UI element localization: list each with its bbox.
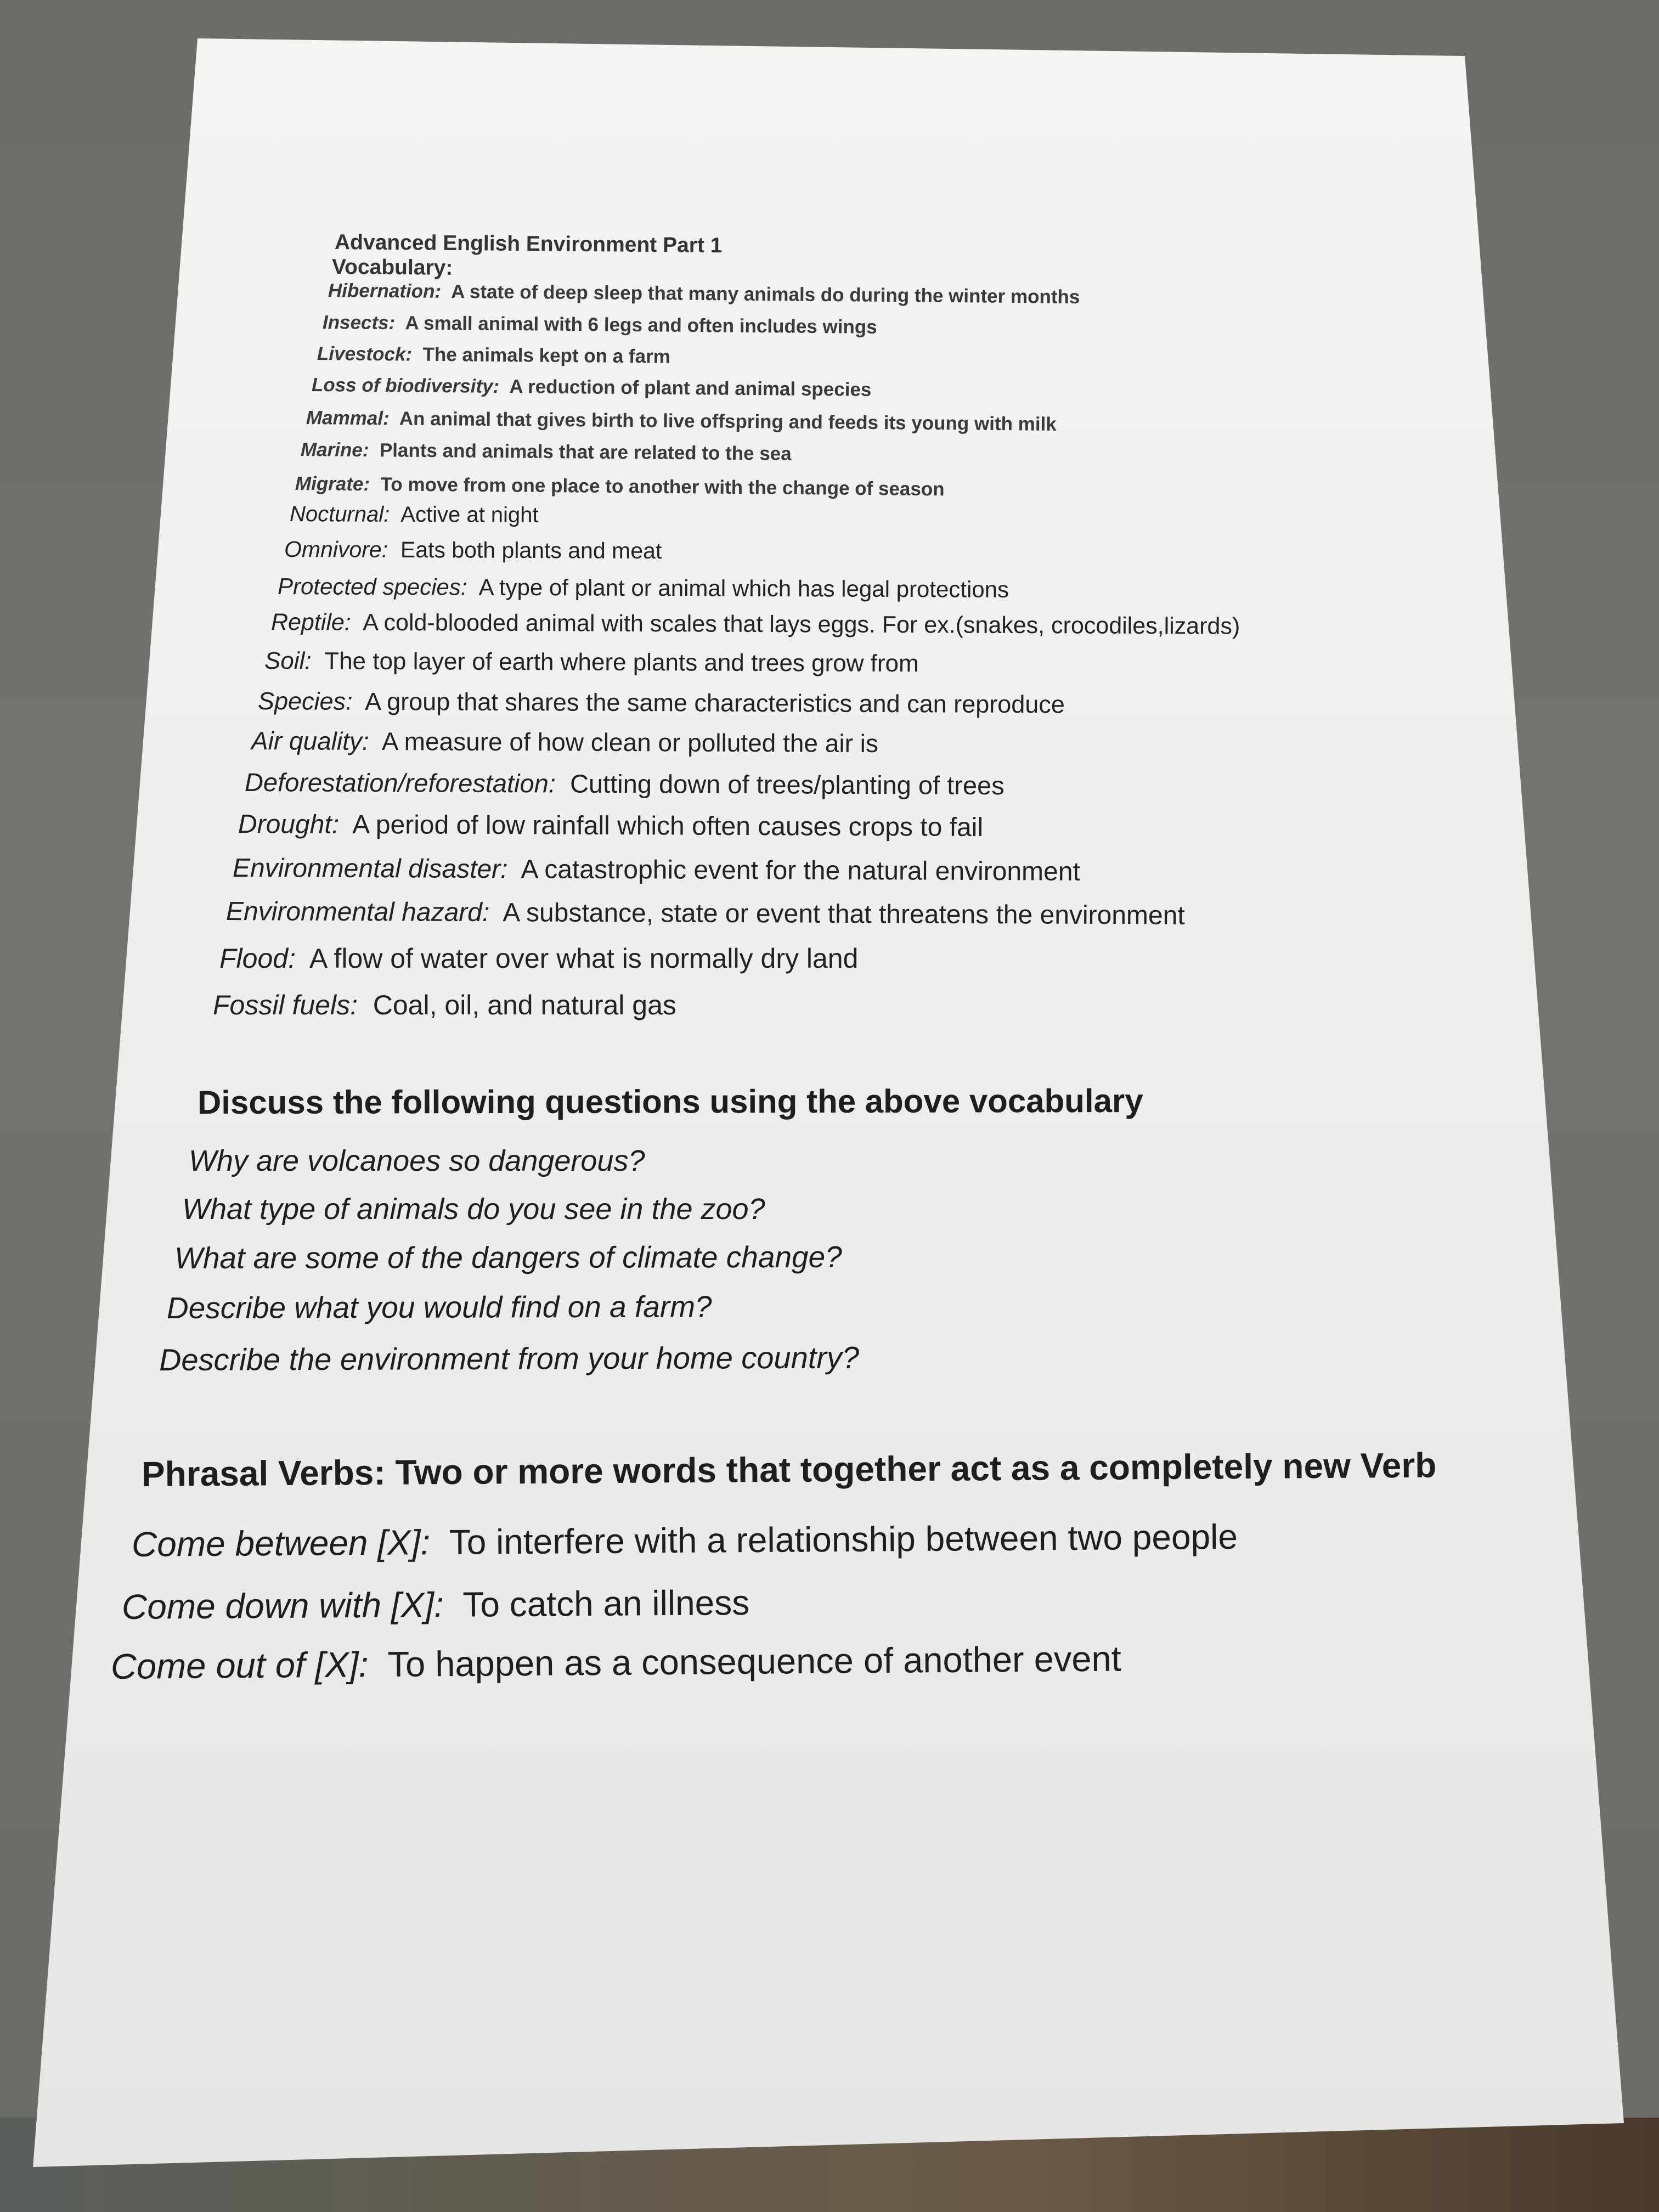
phrasal-definition: To happen as a consequence of another event <box>387 1638 1121 1685</box>
vocabulary-heading: Vocabulary: <box>331 255 453 280</box>
discussion-question: What type of animals do you see in the zoo? <box>182 1193 765 1226</box>
vocab-term: Marine: <box>300 439 369 461</box>
phrasal-verb-item <box>122 1582 750 1627</box>
discussion-question: Describe the environment from your home country? <box>159 1340 860 1377</box>
vocab-term: Drought: <box>238 810 340 839</box>
discussion-question: Why are volcanoes so dangerous? <box>189 1144 645 1177</box>
vocab-definition: Active at night <box>400 502 539 527</box>
vocab-item <box>264 647 919 678</box>
vocab-definition: The top layer of earth where plants and trees grow from <box>324 647 919 678</box>
vocab-term: Fossil fuels: <box>213 990 358 1020</box>
vocab-term: Reptile: <box>270 609 351 636</box>
vocab-definition: A measure of how clean or polluted the air is <box>381 727 879 758</box>
phrasal-verbs-heading: Phrasal Verbs: Two or more words that together act as a completely new Verb <box>141 1445 1437 1494</box>
vocab-term: Air quality: <box>251 726 369 755</box>
vocab-term: Environmental hazard: <box>225 897 490 928</box>
phrasal-verb-item <box>111 1638 1121 1687</box>
document-title: Advanced English Environment Part 1 <box>334 230 723 258</box>
discussion-question: What are some of the dangers of climate change? <box>174 1239 842 1275</box>
vocab-item <box>233 853 1080 887</box>
vocab-item <box>295 473 945 500</box>
discuss-heading: Discuss the following questions using the above vocabulary <box>197 1082 1143 1121</box>
vocab-definition: A group that shares the same characteristics and can reproduce <box>365 687 1065 719</box>
vocab-definition: A substance, state or event that threatens the environment <box>503 898 1185 930</box>
vocab-item <box>213 989 676 1021</box>
vocab-definition: An animal that gives birth to live offspring and feeds its young with milk <box>399 408 1057 435</box>
vocab-term: Insects: <box>322 312 396 334</box>
vocab-term: Flood: <box>219 943 296 974</box>
vocab-definition: To move from one place to another with the change of season <box>380 473 945 500</box>
vocab-term: Nocturnal: <box>289 502 390 527</box>
vocab-item <box>226 896 1185 931</box>
vocab-term: Omnivore: <box>284 537 388 562</box>
vocab-definition: A state of deep sleep that many animals do during the winter months <box>451 280 1080 308</box>
vocab-definition: Eats both plants and meat <box>400 537 662 564</box>
vocab-term: Environmental disaster: <box>232 854 508 884</box>
phrasal-term: Come between [X]: <box>131 1522 431 1564</box>
vocab-term: Soil: <box>264 647 312 675</box>
vocab-item <box>258 687 1065 719</box>
phrasal-term: Come down with [X]: <box>121 1584 444 1627</box>
vocab-item <box>317 343 670 368</box>
vocab-definition: Cutting down of trees/planting of trees <box>569 769 1005 800</box>
vocab-item <box>328 280 1080 308</box>
vocab-term: Livestock: <box>317 343 413 365</box>
vocab-definition: Plants and animals that are related to the sea <box>379 439 792 465</box>
vocab-item <box>306 407 1057 436</box>
vocab-item <box>290 502 539 528</box>
vocab-definition: A flow of water over what is normally dry land <box>309 943 859 974</box>
vocab-term: Species: <box>257 687 353 715</box>
vocab-term: Hibernation: <box>328 280 442 302</box>
phrasal-verb-item <box>132 1516 1238 1565</box>
vocab-definition: Coal, oil, and natural gas <box>373 990 676 1020</box>
phrasal-definition: To catch an illness <box>462 1583 750 1624</box>
vocab-definition: A catastrophic event for the natural environment <box>521 855 1080 887</box>
vocab-item <box>245 767 1005 800</box>
vocab-item <box>219 943 858 974</box>
vocab-definition: A reduction of plant and animal species <box>509 376 872 400</box>
vocab-term: Deforestation/reforestation: <box>244 768 556 798</box>
vocab-term: Protected species: <box>277 573 467 600</box>
vocab-definition: A small animal with 6 legs and often includes wings <box>405 312 877 338</box>
vocab-item <box>284 537 662 564</box>
vocab-item <box>271 609 1240 640</box>
vocab-item <box>238 809 983 843</box>
vocab-definition: A cold-blooded animal with scales that lays eggs. For ex.(snakes, crocodiles,lizards) <box>363 609 1240 640</box>
vocab-definition: A period of low rainfall which often causes crops to fail <box>352 810 984 842</box>
vocab-definition: The animals kept on a farm <box>422 343 670 368</box>
phrasal-definition: To interfere with a relationship between two people <box>449 1516 1238 1562</box>
vocab-definition: A type of plant or animal which has legal protections <box>478 574 1009 602</box>
vocab-item <box>278 573 1009 603</box>
vocab-item <box>251 726 878 758</box>
vocab-term: Migrate: <box>295 473 370 495</box>
vocab-term: Loss of biodiversity: <box>311 374 500 397</box>
vocab-item <box>301 439 792 465</box>
vocab-term: Mammal: <box>306 407 390 430</box>
phrasal-term: Come out of [X]: <box>110 1644 369 1686</box>
vocab-item <box>323 312 877 338</box>
vocab-item <box>312 374 872 401</box>
discussion-question: Describe what you would find on a farm? <box>166 1289 712 1325</box>
